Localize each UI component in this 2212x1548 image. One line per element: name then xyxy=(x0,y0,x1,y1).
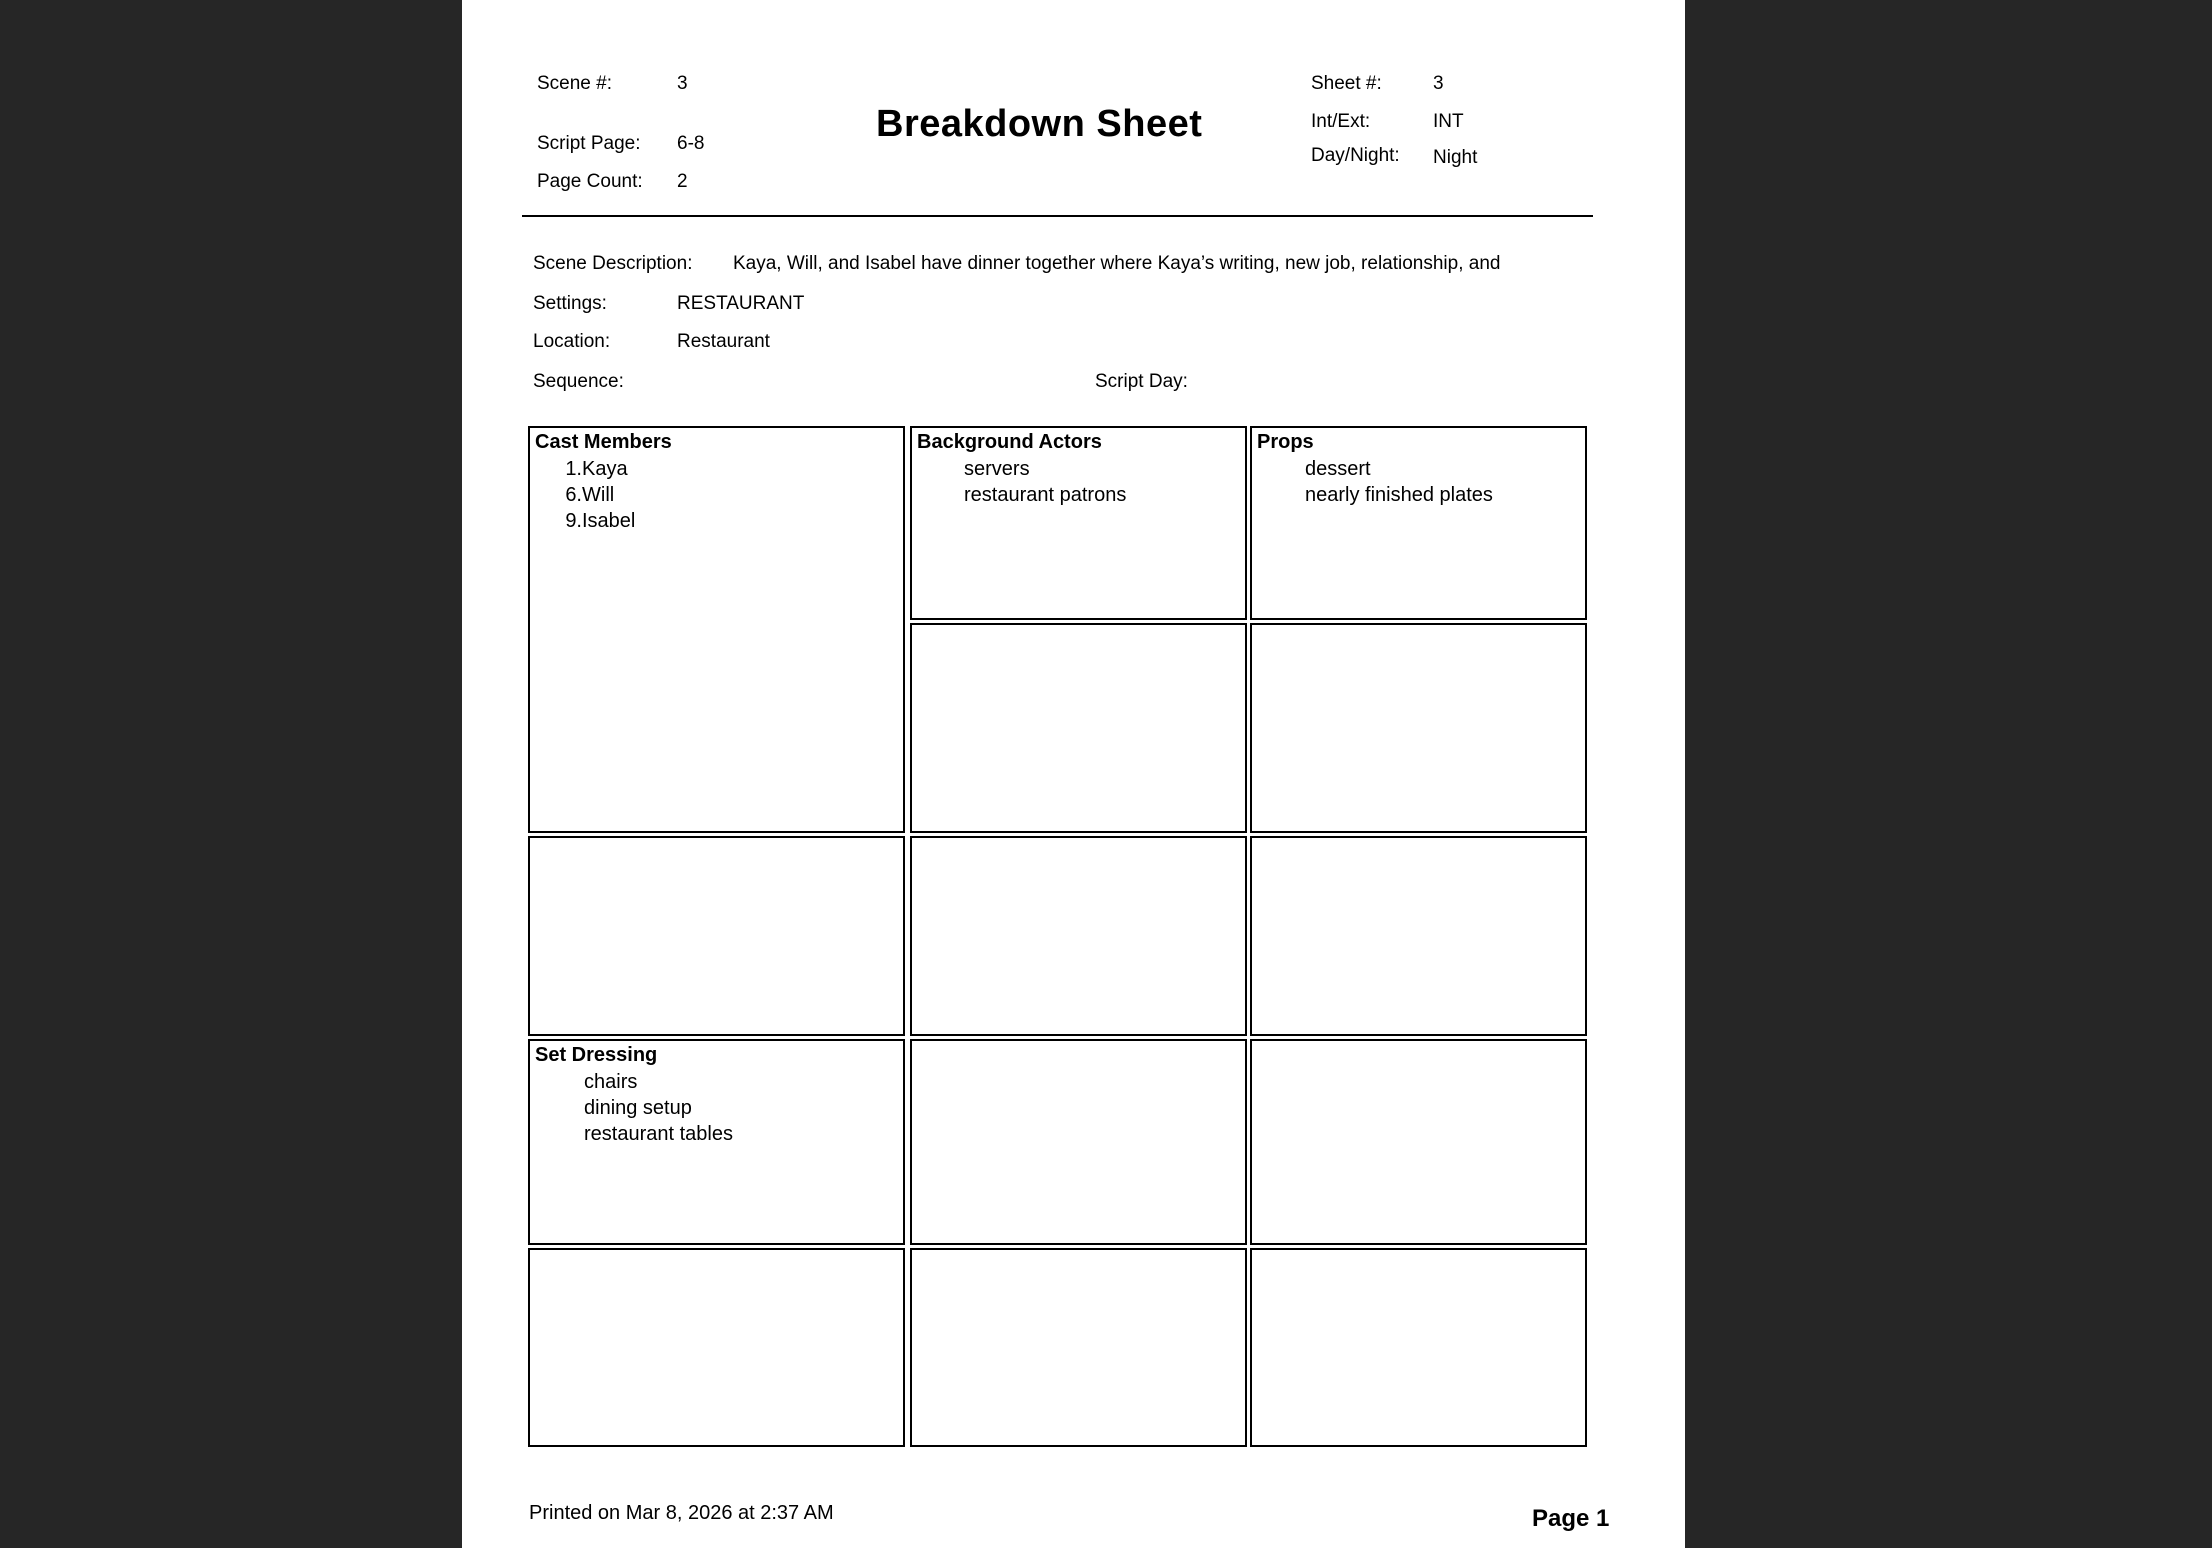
cast-members-box xyxy=(528,426,905,833)
background-actors-title: Background Actors xyxy=(917,431,1102,453)
settings-label: Settings: xyxy=(533,293,607,314)
empty-category-box xyxy=(1250,1039,1587,1245)
scene-description-value: Kaya, Will, and Isabel have dinner together where Kaya’s writing, new job, relationship, and xyxy=(733,253,1501,274)
set-dressing-box xyxy=(528,1039,905,1245)
props-list xyxy=(1252,456,1493,508)
set-dressing-item: chairs xyxy=(584,1071,638,1093)
cast-name: Isabel xyxy=(582,510,636,532)
set-dressing-title: Set Dressing xyxy=(535,1044,658,1066)
empty-category-box xyxy=(910,836,1247,1036)
props-title: Props xyxy=(1257,431,1314,453)
empty-category-box xyxy=(910,623,1247,833)
script-page-value: 6-8 xyxy=(677,133,705,154)
scene-number-value: 3 xyxy=(677,73,688,94)
script-day-label: Script Day: xyxy=(1095,371,1188,392)
cast-number: 6. xyxy=(565,484,582,506)
prop-item: dessert xyxy=(1305,458,1371,480)
sheet-number-label: Sheet #: xyxy=(1311,73,1382,94)
page-title: Breakdown Sheet xyxy=(876,103,1203,145)
background-actors-list xyxy=(912,456,1126,508)
empty-category-box xyxy=(910,1039,1247,1245)
empty-category-box xyxy=(1250,623,1587,833)
background-actors-box xyxy=(910,426,1247,620)
empty-category-box xyxy=(1250,1248,1587,1447)
prop-item: nearly finished plates xyxy=(1305,484,1493,506)
cast-name: Kaya xyxy=(582,458,628,480)
background-actor-item: restaurant patrons xyxy=(964,484,1127,506)
header-divider xyxy=(522,215,1593,217)
empty-category-box xyxy=(910,1248,1247,1447)
background-actor-item: servers xyxy=(964,458,1030,480)
script-page-label: Script Page: xyxy=(537,133,641,154)
cast-name: Will xyxy=(582,484,615,506)
set-dressing-item: restaurant tables xyxy=(584,1123,733,1145)
empty-category-box xyxy=(528,836,905,1036)
page-number: Page 1 xyxy=(1532,1505,1610,1532)
day-night-value: Night xyxy=(1433,147,1478,168)
page-count-value: 2 xyxy=(677,171,688,192)
set-dressing-item: dining setup xyxy=(584,1097,692,1119)
document-page xyxy=(462,0,1685,1548)
set-dressing-list xyxy=(530,1069,733,1147)
props-box xyxy=(1250,426,1587,620)
sheet-number-value: 3 xyxy=(1433,73,1444,94)
int-ext-label: Int/Ext: xyxy=(1311,111,1371,132)
scene-description-label: Scene Description: xyxy=(533,253,693,274)
cast-number: 1. xyxy=(565,458,582,480)
printed-timestamp: Printed on Mar 8, 2026 at 2:37 AM xyxy=(529,1502,834,1524)
sequence-label: Sequence: xyxy=(533,371,624,392)
page-count-label: Page Count: xyxy=(537,171,643,192)
empty-category-box xyxy=(1250,836,1587,1036)
scene-number-label: Scene #: xyxy=(537,73,612,94)
location-value: Restaurant xyxy=(677,331,770,352)
cast-members-title: Cast Members xyxy=(535,431,672,453)
location-label: Location: xyxy=(533,331,611,352)
cast-number: 9. xyxy=(565,510,582,532)
settings-value: RESTAURANT xyxy=(677,293,805,314)
int-ext-value: INT xyxy=(1433,111,1464,132)
empty-category-box xyxy=(528,1248,905,1447)
day-night-label: Day/Night: xyxy=(1311,145,1400,166)
